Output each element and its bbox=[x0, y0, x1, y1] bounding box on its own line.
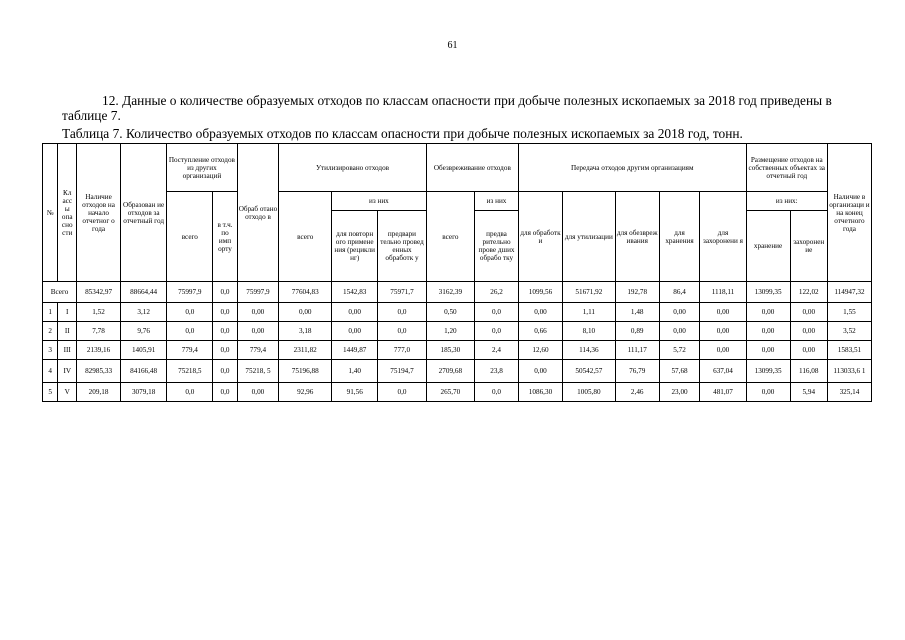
table-cell: 1086,30 bbox=[519, 383, 563, 402]
table-cell: 75997,9 bbox=[167, 282, 213, 303]
header-received-group: Поступление отходов из других организаций bbox=[167, 144, 237, 192]
page-number: 61 bbox=[447, 40, 458, 51]
table-cell: 0,00 bbox=[237, 322, 279, 341]
table-cell: 23,8 bbox=[475, 360, 519, 383]
table-cell: 1,48 bbox=[615, 303, 659, 322]
header-transfer-processing: для обработк и bbox=[519, 192, 563, 282]
table-cell: 0,00 bbox=[746, 383, 790, 402]
header-placed-of-which: из них: bbox=[746, 192, 827, 211]
table-cell: 0,0 bbox=[213, 322, 237, 341]
table-cell: 0,00 bbox=[700, 322, 746, 341]
table-cell: 0,00 bbox=[279, 303, 332, 322]
table-row bbox=[43, 360, 872, 383]
header-transfer-burial: для захоронени я bbox=[700, 192, 746, 282]
table-cell: 0,00 bbox=[790, 341, 827, 360]
table-cell: 8,10 bbox=[562, 322, 615, 341]
header-utilized-reuse: для повторн ого примене ния (рецикли нг) bbox=[332, 211, 378, 282]
table-cell: 0,66 bbox=[519, 322, 563, 341]
table-cell: 0,0 bbox=[378, 303, 426, 322]
table-cell: 57,68 bbox=[659, 360, 700, 383]
table-cell: 75194,7 bbox=[378, 360, 426, 383]
row-number: 5 bbox=[43, 383, 58, 402]
table-cell: 481,07 bbox=[700, 383, 746, 402]
table-row-total bbox=[43, 282, 872, 303]
table-cell: 77604,83 bbox=[279, 282, 332, 303]
row-number: 1 bbox=[43, 303, 58, 322]
table-cell: 0,00 bbox=[746, 322, 790, 341]
table-row bbox=[43, 303, 872, 322]
row-hazard-class: IV bbox=[58, 360, 77, 383]
table-cell: 5,94 bbox=[790, 383, 827, 402]
table-cell: 75196,88 bbox=[279, 360, 332, 383]
table-cell: 75997,9 bbox=[237, 282, 279, 303]
header-no: № bbox=[43, 144, 58, 282]
table-cell: 85342,97 bbox=[77, 282, 121, 303]
table-cell: 51671,92 bbox=[562, 282, 615, 303]
table-cell: 0,00 bbox=[746, 303, 790, 322]
table-cell: 777,0 bbox=[378, 341, 426, 360]
table-cell: 0,00 bbox=[700, 303, 746, 322]
table-cell: 86,4 bbox=[659, 282, 700, 303]
header-start-balance: Наличие отходов на начало отчетног о года bbox=[77, 144, 121, 282]
header-placed-group: Размещение отходов на собственных объектах за отчетный год bbox=[746, 144, 827, 192]
table-cell: 122,02 bbox=[790, 282, 827, 303]
table-cell: 75971,7 bbox=[378, 282, 426, 303]
table-cell: 192,78 bbox=[615, 282, 659, 303]
table-cell: 779,4 bbox=[167, 341, 213, 360]
table-cell: 1,40 bbox=[332, 360, 378, 383]
table-cell: 0,0 bbox=[475, 322, 519, 341]
table-cell: 111,17 bbox=[615, 341, 659, 360]
table-cell: 7,78 bbox=[77, 322, 121, 341]
table-cell: 0,00 bbox=[237, 383, 279, 402]
table-cell: 265,70 bbox=[426, 383, 474, 402]
table-cell: 0,00 bbox=[790, 322, 827, 341]
table-cell: 26,2 bbox=[475, 282, 519, 303]
header-transfer-storage: для хранения bbox=[659, 192, 700, 282]
table-cell: 0,0 bbox=[378, 322, 426, 341]
table-cell: 0,0 bbox=[213, 383, 237, 402]
table-cell: 13099,35 bbox=[746, 282, 790, 303]
table-cell: 0,00 bbox=[332, 303, 378, 322]
table-cell: 1,11 bbox=[562, 303, 615, 322]
table-cell: 114947,32 bbox=[827, 282, 871, 303]
header-utilized-pretreat: предвари тельно провед енных обработк у bbox=[378, 211, 426, 282]
table-cell: 0,00 bbox=[790, 303, 827, 322]
table-cell: 75218, 5 bbox=[237, 360, 279, 383]
header-utilized-of-which: из них bbox=[332, 192, 427, 211]
table-cell: 0,0 bbox=[167, 322, 213, 341]
table-cell: 1118,11 bbox=[700, 282, 746, 303]
table-cell: 1,55 bbox=[827, 303, 871, 322]
table-cell: 2,46 bbox=[615, 383, 659, 402]
table-cell: 0,00 bbox=[332, 322, 378, 341]
header-placed-burial: захоронен ие bbox=[790, 211, 827, 282]
header-transfer-neutralization: для обезвреж ивания bbox=[615, 192, 659, 282]
table-cell: 1005,80 bbox=[562, 383, 615, 402]
table-cell: 3162,39 bbox=[426, 282, 474, 303]
header-placed-storage: хранение bbox=[746, 211, 790, 282]
row-number: 2 bbox=[43, 322, 58, 341]
table-cell: 185,30 bbox=[426, 341, 474, 360]
table-cell: 1,20 bbox=[426, 322, 474, 341]
header-end-balance: Наличие в организаци и на конец отчетного года bbox=[827, 144, 871, 282]
row-hazard-class: I bbox=[58, 303, 77, 322]
table-cell: 13099,35 bbox=[746, 360, 790, 383]
row-number: 3 bbox=[43, 341, 58, 360]
header-neutralized-pretreat: предва рительно прове дших обрабо тку bbox=[475, 211, 519, 282]
header-processed: Обраб отано отходо в bbox=[237, 144, 279, 282]
table-cell: 3,12 bbox=[121, 303, 167, 322]
table-cell: 1,52 bbox=[77, 303, 121, 322]
table-cell: 209,18 bbox=[77, 383, 121, 402]
table-cell: 12,60 bbox=[519, 341, 563, 360]
table-caption: Таблица 7. Количество образуемых отходов по классам опасности при добыче полезных ископаемых за 2018 год, тонн. bbox=[62, 126, 743, 141]
table-cell: 9,76 bbox=[121, 322, 167, 341]
header-hazard-class: Кл асс ы опа сно сти bbox=[58, 144, 77, 282]
table-cell: 0,00 bbox=[700, 341, 746, 360]
table-cell: 91,56 bbox=[332, 383, 378, 402]
table-cell: 1099,56 bbox=[519, 282, 563, 303]
table-cell: 0,00 bbox=[519, 303, 563, 322]
table-cell: 50542,57 bbox=[562, 360, 615, 383]
header-generated: Образован ие отходов за отчетный год bbox=[121, 144, 167, 282]
table-cell: 0,0 bbox=[378, 383, 426, 402]
table-cell: 2311,82 bbox=[279, 341, 332, 360]
header-received-total: всего bbox=[167, 192, 213, 282]
table-row bbox=[43, 341, 872, 360]
header-neutralized-total: всего bbox=[426, 192, 474, 282]
header-utilized-group: Утилизировано отходов bbox=[279, 144, 426, 192]
table-cell: 2139,16 bbox=[77, 341, 121, 360]
table-cell: 0,0 bbox=[213, 341, 237, 360]
header-transfer-group: Передача отходов другим организациям bbox=[519, 144, 747, 192]
table-cell: 84166,48 bbox=[121, 360, 167, 383]
table-cell: 113033,6 1 bbox=[827, 360, 871, 383]
table-cell: 0,0 bbox=[213, 360, 237, 383]
table-cell: 0,0 bbox=[475, 303, 519, 322]
table-cell: 779,4 bbox=[237, 341, 279, 360]
table-cell: 0,0 bbox=[213, 282, 237, 303]
table-cell: 0,0 bbox=[167, 303, 213, 322]
table-cell: 637,04 bbox=[700, 360, 746, 383]
table-cell: 0,0 bbox=[475, 383, 519, 402]
waste-by-hazard-class-table bbox=[42, 143, 872, 402]
table-cell: 1542,83 bbox=[332, 282, 378, 303]
table-row bbox=[43, 322, 872, 341]
table-row bbox=[43, 383, 872, 402]
table-cell: 5,72 bbox=[659, 341, 700, 360]
table-cell: 1405,91 bbox=[121, 341, 167, 360]
table-cell: 92,96 bbox=[279, 383, 332, 402]
row-hazard-class: III bbox=[58, 341, 77, 360]
table-cell: 3079,18 bbox=[121, 383, 167, 402]
table-cell: 0,00 bbox=[659, 322, 700, 341]
table-cell: 116,08 bbox=[790, 360, 827, 383]
table-cell: 0,00 bbox=[659, 303, 700, 322]
header-received-import: в т.ч. по имп орту bbox=[213, 192, 237, 282]
table-cell: 3,18 bbox=[279, 322, 332, 341]
table-cell: 82985,33 bbox=[77, 360, 121, 383]
table-cell: 3,52 bbox=[827, 322, 871, 341]
header-neutralized-group: Обезвреживание отходов bbox=[426, 144, 518, 192]
table-cell: 0,50 bbox=[426, 303, 474, 322]
table-cell: 2709,68 bbox=[426, 360, 474, 383]
table-cell: 2,4 bbox=[475, 341, 519, 360]
header-utilized-total: всего bbox=[279, 192, 332, 282]
table-cell: 0,00 bbox=[519, 360, 563, 383]
table-cell: 325,14 bbox=[827, 383, 871, 402]
table-cell: 0,0 bbox=[167, 383, 213, 402]
row-hazard-class: V bbox=[58, 383, 77, 402]
header-transfer-utilization: для утилизации bbox=[562, 192, 615, 282]
table-cell: 1449,87 bbox=[332, 341, 378, 360]
table-cell: 0,0 bbox=[213, 303, 237, 322]
table-cell: 114,36 bbox=[562, 341, 615, 360]
table-cell: 76,79 bbox=[615, 360, 659, 383]
intro-paragraph: 12. Данные о количестве образуемых отходов по классам опасности при добыче полезных ископаемых за 2018 год приведены в таблице 7. bbox=[62, 93, 832, 123]
row-number: 4 bbox=[43, 360, 58, 383]
table-cell: 0,00 bbox=[746, 341, 790, 360]
table-cell: 88664,44 bbox=[121, 282, 167, 303]
table-cell: 23,00 bbox=[659, 383, 700, 402]
header-neutralized-of-which: из них bbox=[475, 192, 519, 211]
table-cell: 75218,5 bbox=[167, 360, 213, 383]
row-hazard-class: II bbox=[58, 322, 77, 341]
table-cell: 0,89 bbox=[615, 322, 659, 341]
table-cell: 0,00 bbox=[237, 303, 279, 322]
row-label-total: Всего bbox=[43, 282, 77, 303]
table-cell: 1583,51 bbox=[827, 341, 871, 360]
